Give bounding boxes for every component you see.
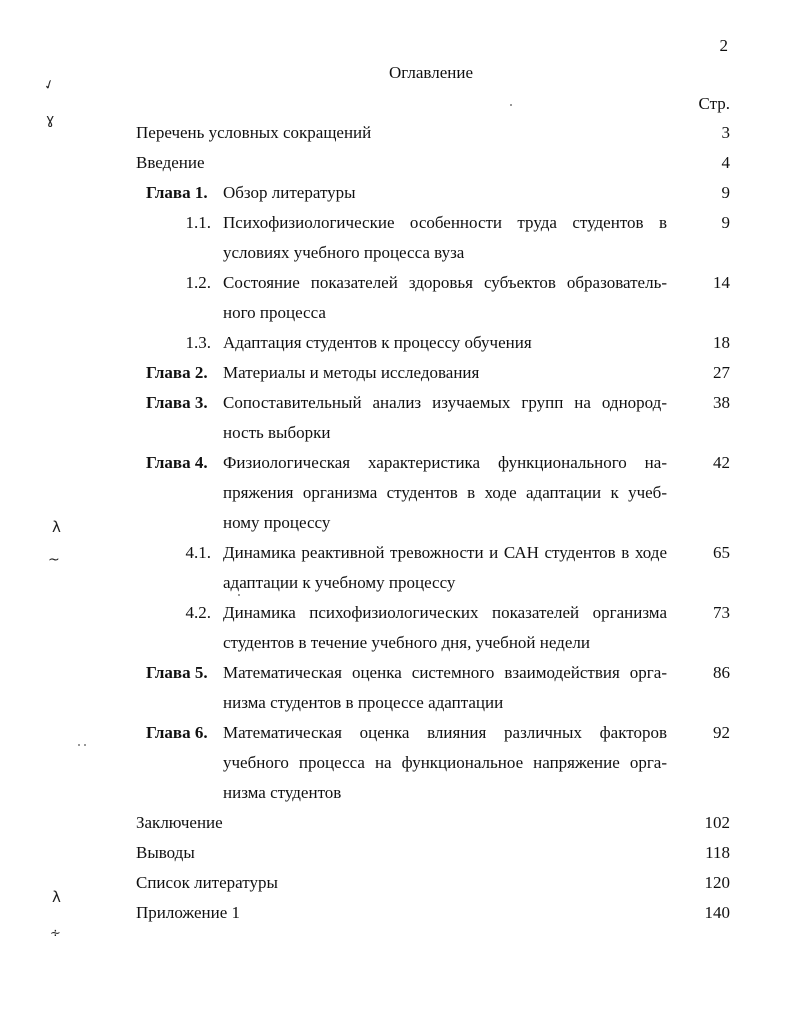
scan-speck: [510, 104, 512, 106]
scan-mark-icon: λ: [52, 518, 61, 536]
toc-entry-page: 140: [704, 903, 730, 922]
toc-entry-text: Состояние показателей здоровья субъектов образователь-ного процесса: [223, 273, 667, 322]
toc-entry-chapter-4[interactable]: [136, 448, 730, 538]
scan-mark-icon: ✓: [41, 76, 58, 95]
toc-entry-page: 120: [704, 873, 730, 892]
scan-mark-icon: λ: [52, 888, 61, 906]
toc-entry-page: 92: [713, 723, 730, 742]
toc-entry-chapter-6[interactable]: [136, 718, 730, 808]
page-number: 2: [719, 36, 728, 55]
toc-entry-introduction[interactable]: [136, 148, 730, 178]
toc-entry-page: 18: [713, 333, 730, 352]
toc-entry-page: 27: [713, 363, 730, 382]
toc-entry-label: Глава 4.: [146, 453, 208, 472]
toc-title: Оглавление: [389, 63, 473, 82]
toc-entry-label: Глава 6.: [146, 723, 208, 742]
toc-entry-text: Сопоставительный анализ изучаемых групп на однород-ность выборки: [223, 393, 667, 442]
toc-entry-section-1-1[interactable]: [136, 208, 730, 268]
toc-entry-label: Глава 2.: [146, 363, 208, 382]
toc-entry-label: 4.2.: [185, 603, 211, 622]
toc-entry-text: Заключение: [136, 813, 223, 832]
toc-entry-page: 4: [721, 153, 730, 172]
toc-entry-references[interactable]: [136, 868, 730, 898]
toc-entry-label: Глава 5.: [146, 663, 208, 682]
toc-entry-page: 3: [721, 123, 730, 142]
toc-entry-chapter-1[interactable]: [136, 178, 730, 208]
toc-entry-text: Математическая оценка системного взаимодействия орга-низма студентов в процессе адаптации: [223, 663, 667, 712]
toc-entry-appendix-1[interactable]: [136, 898, 730, 928]
scan-speck: [238, 594, 240, 596]
toc-entry-section-4-2[interactable]: [136, 598, 730, 658]
toc-entry-page: 65: [713, 543, 730, 562]
toc-entry-page: 73: [713, 603, 730, 622]
toc-entry-text: Адаптация студентов к процессу обучения: [223, 333, 532, 352]
scan-mark-icon: ~: [48, 552, 60, 568]
toc-entry-label: Глава 3.: [146, 393, 208, 412]
toc-entry-text: Выводы: [136, 843, 195, 862]
table-of-contents: [136, 118, 730, 928]
toc-entry-page: 14: [713, 273, 730, 292]
scan-mark-icon: ɣ: [46, 112, 55, 128]
toc-entry-label: Глава 1.: [146, 183, 208, 202]
toc-entry-text: Динамика реактивной тревожности и САН студентов в ходе адаптации к учебному процессу: [223, 543, 667, 592]
toc-entry-abbreviations[interactable]: [136, 118, 730, 148]
toc-entry-label: 4.1.: [185, 543, 211, 562]
toc-entry-label: 1.2.: [185, 273, 211, 292]
toc-entry-section-1-2[interactable]: [136, 268, 730, 328]
toc-entry-findings[interactable]: [136, 838, 730, 868]
toc-entry-text: Динамика психофизиологических показателей организма студентов в течение учебного дня, учебной недели: [223, 603, 667, 652]
toc-entry-text: Физиологическая характеристика функционального на-пряжения организма студентов в ходе адаптации к учеб-ному процессу: [223, 453, 667, 532]
scan-speck: [84, 744, 86, 746]
toc-entry-chapter-2[interactable]: [136, 358, 730, 388]
scan-mark-icon: ∻: [50, 926, 61, 941]
toc-entry-page: 38: [713, 393, 730, 412]
toc-entry-text: Введение: [136, 153, 205, 172]
toc-entry-section-1-3[interactable]: [136, 328, 730, 358]
scan-speck: [78, 744, 80, 746]
toc-entry-page: 118: [705, 843, 730, 862]
toc-entry-conclusion[interactable]: [136, 808, 730, 838]
toc-entry-section-4-1[interactable]: [136, 538, 730, 598]
toc-entry-text: Психофизиологические особенности труда студентов в условиях учебного процесса вуза: [223, 213, 667, 262]
toc-entry-label: 1.1.: [185, 213, 211, 232]
toc-entry-page: 86: [713, 663, 730, 682]
toc-entry-chapter-3[interactable]: [136, 388, 730, 448]
toc-entry-page: 9: [721, 213, 730, 232]
toc-entry-text: Приложение 1: [136, 903, 240, 922]
toc-entry-text: Материалы и методы исследования: [223, 363, 480, 382]
toc-entry-page: 9: [721, 183, 730, 202]
page-column-label: Стр.: [698, 94, 730, 113]
toc-entry-text: Математическая оценка влияния различных факторов учебного процесса на функциональное напряжение орга-низма студентов: [223, 723, 667, 802]
toc-entry-text: Перечень условных сокращений: [136, 123, 372, 142]
toc-entry-page: 42: [713, 453, 730, 472]
toc-entry-chapter-5[interactable]: [136, 658, 730, 718]
toc-entry-page: 102: [704, 813, 730, 832]
toc-entry-text: Обзор литературы: [223, 183, 356, 202]
toc-entry-text: Список литературы: [136, 873, 278, 892]
toc-entry-label: 1.3.: [185, 333, 211, 352]
